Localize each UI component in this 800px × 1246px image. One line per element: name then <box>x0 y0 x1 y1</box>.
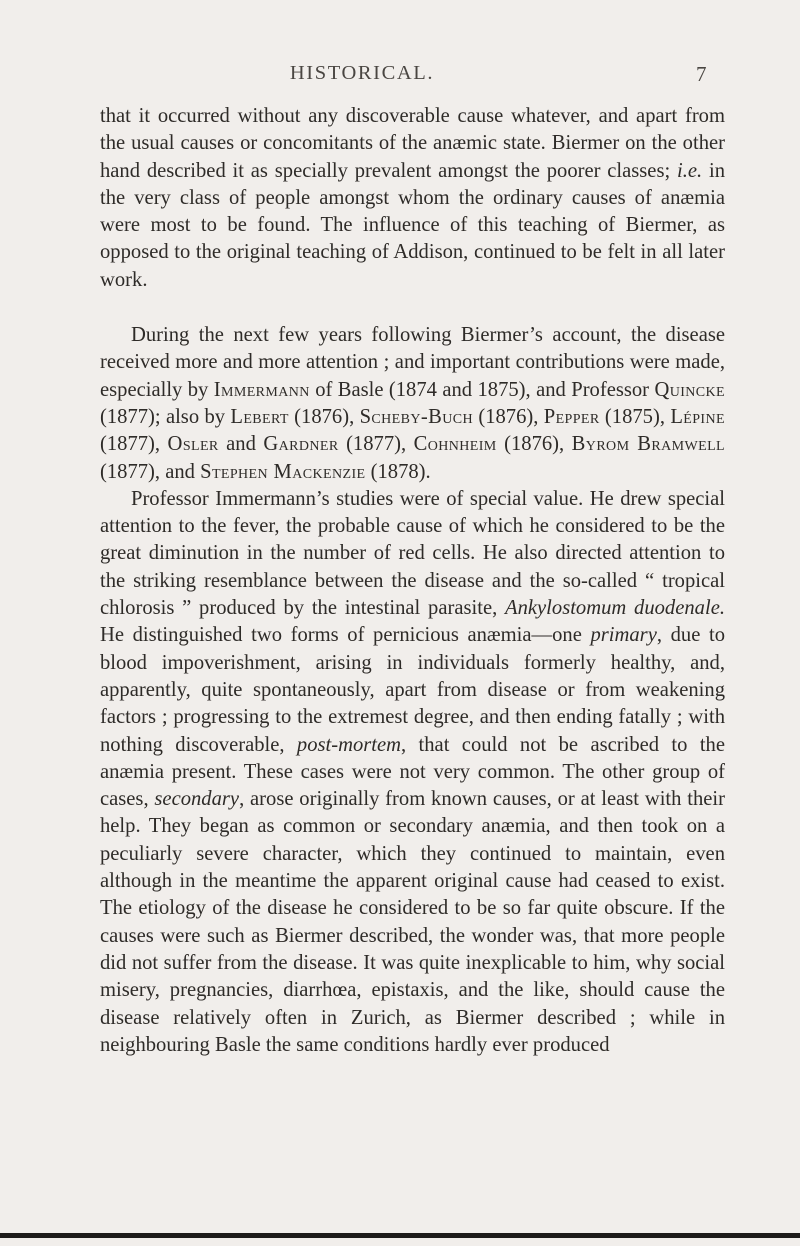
paragraph-1 <box>100 103 725 294</box>
p2-text-4: (1876), <box>288 405 360 428</box>
author-lepine: Lépine <box>670 405 725 428</box>
page-number: 7 <box>696 62 707 86</box>
author-immermann: Immermann <box>213 378 310 401</box>
p3-text-3: , due to blood impoverishment, arising in individuals formerly healthy, and, apparently, quite spontaneously, apart from disease or from weakening factors ; progressing to the extremest degree, and then ending fatally ; with nothing discoverable, <box>100 624 725 756</box>
author-gardner: Gardner <box>263 433 339 456</box>
p2-text-7: (1877), <box>100 433 168 456</box>
author-quincke: Quincke <box>654 378 725 401</box>
p3-text-2: He distinguished two forms of pernicious anæmia—one <box>100 624 591 647</box>
bottom-edge-rule <box>0 1233 800 1238</box>
term-primary: primary <box>590 624 657 647</box>
p2-text-5: (1876), <box>473 405 544 428</box>
running-title: HISTORICAL. <box>289 62 435 84</box>
term-secondary: secondary <box>154 788 240 811</box>
author-cohnheim: Cohnheim <box>413 433 497 456</box>
author-osler: Osler <box>167 433 219 456</box>
paragraph-1-text-end: in the very class of people amongst whom the ordinary causes of anæmia were most to be found. The influence of this teaching of Biermer, as opposed to the original teaching of Addison, continued to be felt in all later work. <box>100 159 725 291</box>
author-byrom-bramwell: Byrom Bramwell <box>571 433 725 456</box>
p3-text-1: Professor Immermann’s studies were of special value. He drew special attention to the fever, the probable cause of which he considered to be the great diminution in the number of red cells. He also directed attention to the striking resemblance between the disease and the so-called “ tropical chlorosis ” produced by the intestinal parasite, <box>100 487 725 620</box>
paragraph-1-text: that it occurred without any discoverable cause whatever, and apart from the usual causes or concomitants of the anæmic state. Biermer on the other hand described it as specially prevalent amongst the poorer classes; <box>100 105 725 182</box>
body-text <box>100 103 725 1059</box>
p2-text-1: During the next few years following Biermer’s account, the disease received more and more attention ; and important contributions were made, especially by <box>100 324 725 401</box>
p2-text-8: and <box>218 433 264 456</box>
running-head <box>0 62 800 86</box>
paragraph-3 <box>100 486 725 1059</box>
author-scheby-buch: Scheby-Buch <box>359 405 474 428</box>
author-pepper: Pepper <box>543 405 600 428</box>
p2-text-9: (1877), <box>338 433 414 456</box>
p2-text-2: of Basle (1874 and 1875), and Professor <box>309 378 655 401</box>
p2-text-6: (1875), <box>599 405 671 428</box>
p2-text-3: (1877); also by <box>100 405 231 428</box>
author-stephen-mackenzie: Stephen Mackenzie <box>200 460 366 483</box>
ie-abbreviation: i.e. <box>677 159 703 182</box>
term-post-mortem: post-mortem <box>296 733 402 756</box>
p2-text-12: (1878). <box>365 460 431 483</box>
parasite-name: Ankylostomum duodenale. <box>505 597 725 620</box>
p3-text-5: , arose originally from known causes, or at least with their help. They began as common or secondary anæmia, and then took on a peculiarly severe character, which they continued to maintain, even although in the meantime the apparent original cause had ceased to exist. The etiology of the disease he considered to be so far quite obscure. If the causes were such as Biermer described, the wonder was, that more people did not suffer from the disease. It was quite inexplicable to him, why social misery, pregnancies, diarrhœa, epistaxis, and the like, should cause the disease relatively often in Zurich, as Biermer described ; while in neighbouring Basle the same conditions hardly ever produced <box>100 788 725 1056</box>
paragraph-2 <box>100 322 725 486</box>
p3-text-4: , that could not be ascribed to the anæmia present. These cases were not very common. The other group of cases, <box>100 733 725 811</box>
p2-text-11: (1877), and <box>100 460 201 483</box>
author-lebert: Lebert <box>230 405 289 428</box>
p2-text-10: (1876), <box>496 433 572 456</box>
